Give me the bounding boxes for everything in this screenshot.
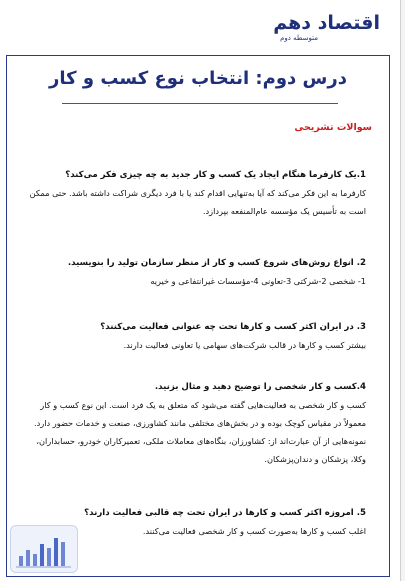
question-text: 2. انواع روش‌های شروع کسب و کار از منظر سازمان تولید را بنویسید.: [67, 258, 366, 268]
question-text: 4.کسب و کار شخصی را توضیح دهید و مثال بزنید.: [154, 382, 366, 392]
qa-item: [26, 320, 366, 354]
answer-text: اغلب کسب و کارها به‌صورت کسب و کار شخصی فعالیت می‌کنند.: [142, 526, 366, 536]
brand-logo: [273, 12, 380, 43]
qa-item: [26, 168, 366, 220]
logo-title: اقتصاد دهم: [273, 12, 380, 34]
section-title: سوالات تشریحی: [294, 122, 372, 133]
answer-text: کارفرما به این فکر می‌کند که آیا به‌تنهایی اقدام کند یا با فرد دیگری شراکت داشته باشد. حتی ممکن است به تأسیس یک مؤسسه عام‌المنفعه بپردازد.: [29, 188, 366, 216]
answer-text: کسب و کار شخصی به فعالیت‌هایی گفته می‌شود که متعلق به یک فرد است. این نوع کسب و کار معمولاً در مقیاس کوچک بوده و در بخش‌های مختلفی مانند کشاورزی، صنعت و خدمات حضور دارد. نمونه‌هایی از آن عبارت‌اند از: کشاورزان، بنگاه‌های معاملات ملکی، تعمیرکاران خودرو، حسابداران، وکلا، پزشکان و دندان‌پزشکان.: [34, 400, 366, 464]
answer-text: بیشتر کسب و کارها در قالب شرکت‌های سهامی یا تعاونی فعالیت دارند.: [123, 340, 366, 350]
answer-text: 1- شخصی 2-شرکتی 3-تعاونی 4-مؤسسات غیرانتفاعی و خیریه: [150, 276, 366, 286]
content-frame: [6, 55, 390, 577]
page-title: درس دوم: انتخاب نوع کسب و کار: [49, 68, 347, 89]
title-divider: [62, 103, 338, 104]
question-text: 3. در ایران اکثر کسب و کارها تحت چه عنوانی فعالیت می‌کنند؟: [100, 322, 366, 332]
logo-subtitle: متوسطه دوم: [280, 34, 318, 42]
qa-item: [26, 380, 366, 468]
question-text: 5. امروزه اکثر کسب و کارها در ایران تحت چه قالبی فعالیت دارند؟: [84, 508, 366, 518]
qa-item: [26, 256, 366, 290]
question-text: 1.یک کارفرما هنگام ایجاد یک کسب و کار جدید به چه چیزی فکر می‌کند؟: [65, 170, 366, 180]
decorative-chart-icon: [10, 525, 78, 573]
